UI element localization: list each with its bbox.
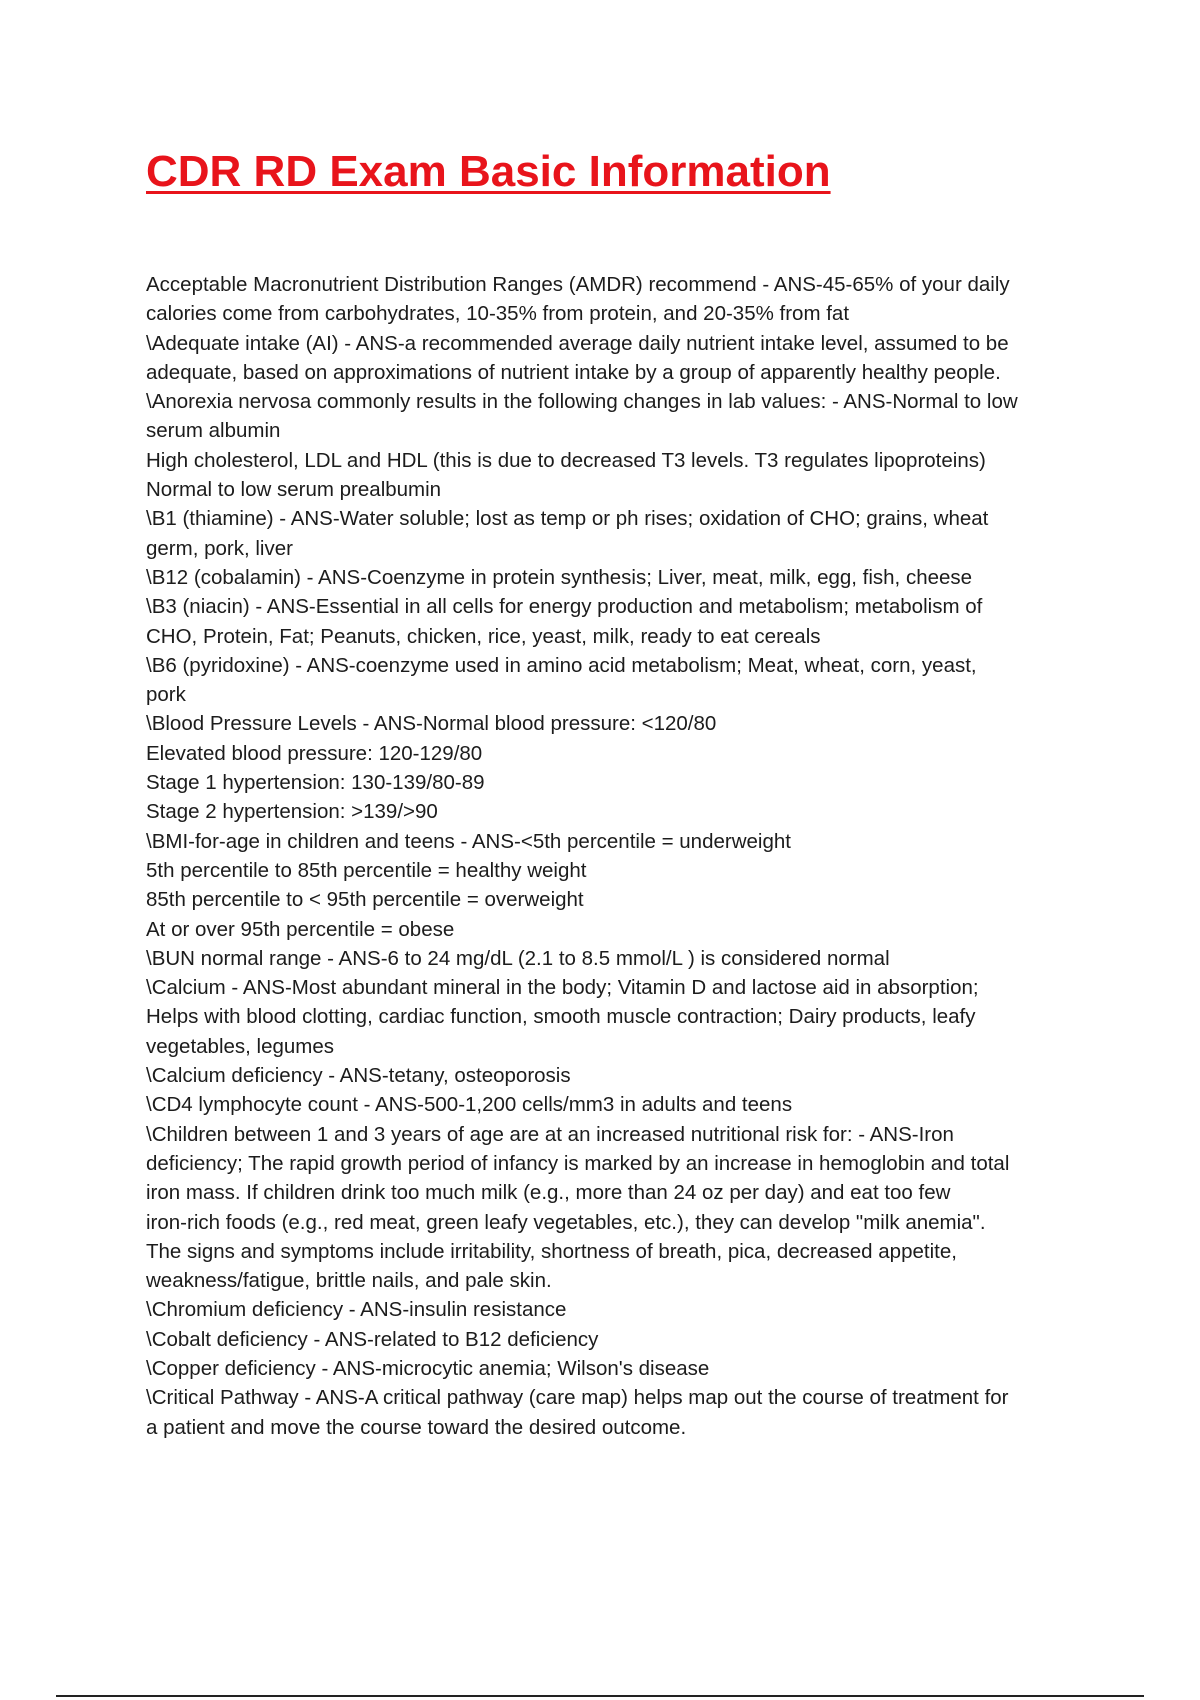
- text-line: adequate, based on approximations of nutrient intake by a group of apparently healthy people.: [146, 360, 1001, 384]
- text-line: \B1 (thiamine) - ANS-Water soluble; lost as temp or ph rises; oxidation of CHO; grains, wheat: [146, 507, 989, 531]
- text-line: iron mass. If children drink too much milk (e.g., more than 24 oz per day) and eat too few: [146, 1181, 951, 1205]
- text-line: deficiency; The rapid growth period of infancy is marked by an increase in hemoglobin and total: [146, 1151, 1010, 1175]
- text-line: 85th percentile to < 95th percentile = overweight: [146, 888, 584, 912]
- text-line: \B3 (niacin) - ANS-Essential in all cells for energy production and metabolism; metabolism of: [146, 595, 983, 619]
- text-line: \Copper deficiency - ANS-microcytic anemia; Wilson's disease: [146, 1356, 710, 1380]
- text-line: \Blood Pressure Levels - ANS-Normal blood pressure: <120/80: [146, 712, 717, 736]
- text-line: Stage 2 hypertension: >139/>90: [146, 800, 438, 824]
- text-line: \Calcium - ANS-Most abundant mineral in the body; Vitamin D and lactose aid in absorption;: [146, 976, 979, 1000]
- text-line: a patient and move the course toward the desired outcome.: [146, 1415, 687, 1439]
- text-line: iron-rich foods (e.g., red meat, green leafy vegetables, etc.), they can develop "milk anemia".: [146, 1210, 986, 1234]
- text-line: vegetables, legumes: [146, 1034, 335, 1058]
- text-line: The signs and symptoms include irritability, shortness of breath, pica, decreased appetite,: [146, 1239, 957, 1263]
- footer-divider: [56, 1695, 1144, 1697]
- text-line: Helps with blood clotting, cardiac function, smooth muscle contraction; Dairy products, leafy: [146, 1005, 976, 1029]
- text-line: \Anorexia nervosa commonly results in the following changes in lab values: - ANS-Normal to low: [146, 390, 1018, 414]
- text-line: serum albumin: [146, 419, 281, 443]
- text-line: Acceptable Macronutrient Distribution Ranges (AMDR) recommend - ANS-45-65% of your daily: [146, 273, 1010, 296]
- text-line: \BUN normal range - ANS-6 to 24 mg/dL (2.1 to 8.5 mmol/L ) is considered normal: [146, 946, 890, 970]
- text-line: \CD4 lymphocyte count - ANS-500-1,200 cells/mm3 in adults and teens: [146, 1093, 793, 1117]
- text-line: \Adequate intake (AI) - ANS-a recommended average daily nutrient intake level, assumed to be: [146, 331, 1009, 355]
- text-line: \Chromium deficiency - ANS-insulin resistance: [146, 1298, 567, 1322]
- page-title: CDR RD Exam Basic Information: [146, 147, 831, 196]
- text-line: \B6 (pyridoxine) - ANS-coenzyme used in amino acid metabolism; Meat, wheat, corn, yeast,: [146, 653, 977, 677]
- text-line: 5th percentile to 85th percentile = healthy weight: [146, 858, 587, 882]
- text-line: \Calcium deficiency - ANS-tetany, osteoporosis: [146, 1064, 571, 1088]
- text-line: Elevated blood pressure: 120-129/80: [146, 741, 483, 765]
- text-line: \Children between 1 and 3 years of age are at an increased nutritional risk for: - ANS-Iron: [146, 1122, 954, 1146]
- text-line: High cholesterol, LDL and HDL (this is due to decreased T3 levels. T3 regulates lipoproteins): [146, 448, 986, 472]
- text-line: \Critical Pathway - ANS-A critical pathway (care map) helps map out the course of treatment for: [146, 1386, 1009, 1410]
- text-line: pork: [146, 683, 186, 707]
- text-line: weakness/fatigue, brittle nails, and pale skin.: [146, 1269, 552, 1293]
- text-line: At or over 95th percentile = obese: [146, 917, 455, 941]
- document-body: [146, 270, 1106, 1442]
- text-line: calories come from carbohydrates, 10-35% from protein, and 20-35% from fat: [146, 302, 850, 326]
- text-line: germ, pork, liver: [146, 536, 293, 560]
- text-line: \BMI-for-age in children and teens - ANS-<5th percentile = underweight: [146, 829, 791, 853]
- text-line: \B12 (cobalamin) - ANS-Coenzyme in protein synthesis; Liver, meat, milk, egg, fish, cheese: [146, 565, 973, 589]
- text-line: Normal to low serum prealbumin: [146, 478, 442, 502]
- text-line: \Cobalt deficiency - ANS-related to B12 deficiency: [146, 1327, 599, 1351]
- text-line: CHO, Protein, Fat; Peanuts, chicken, rice, yeast, milk, ready to eat cereals: [146, 624, 821, 648]
- text-line: Stage 1 hypertension: 130-139/80-89: [146, 771, 485, 795]
